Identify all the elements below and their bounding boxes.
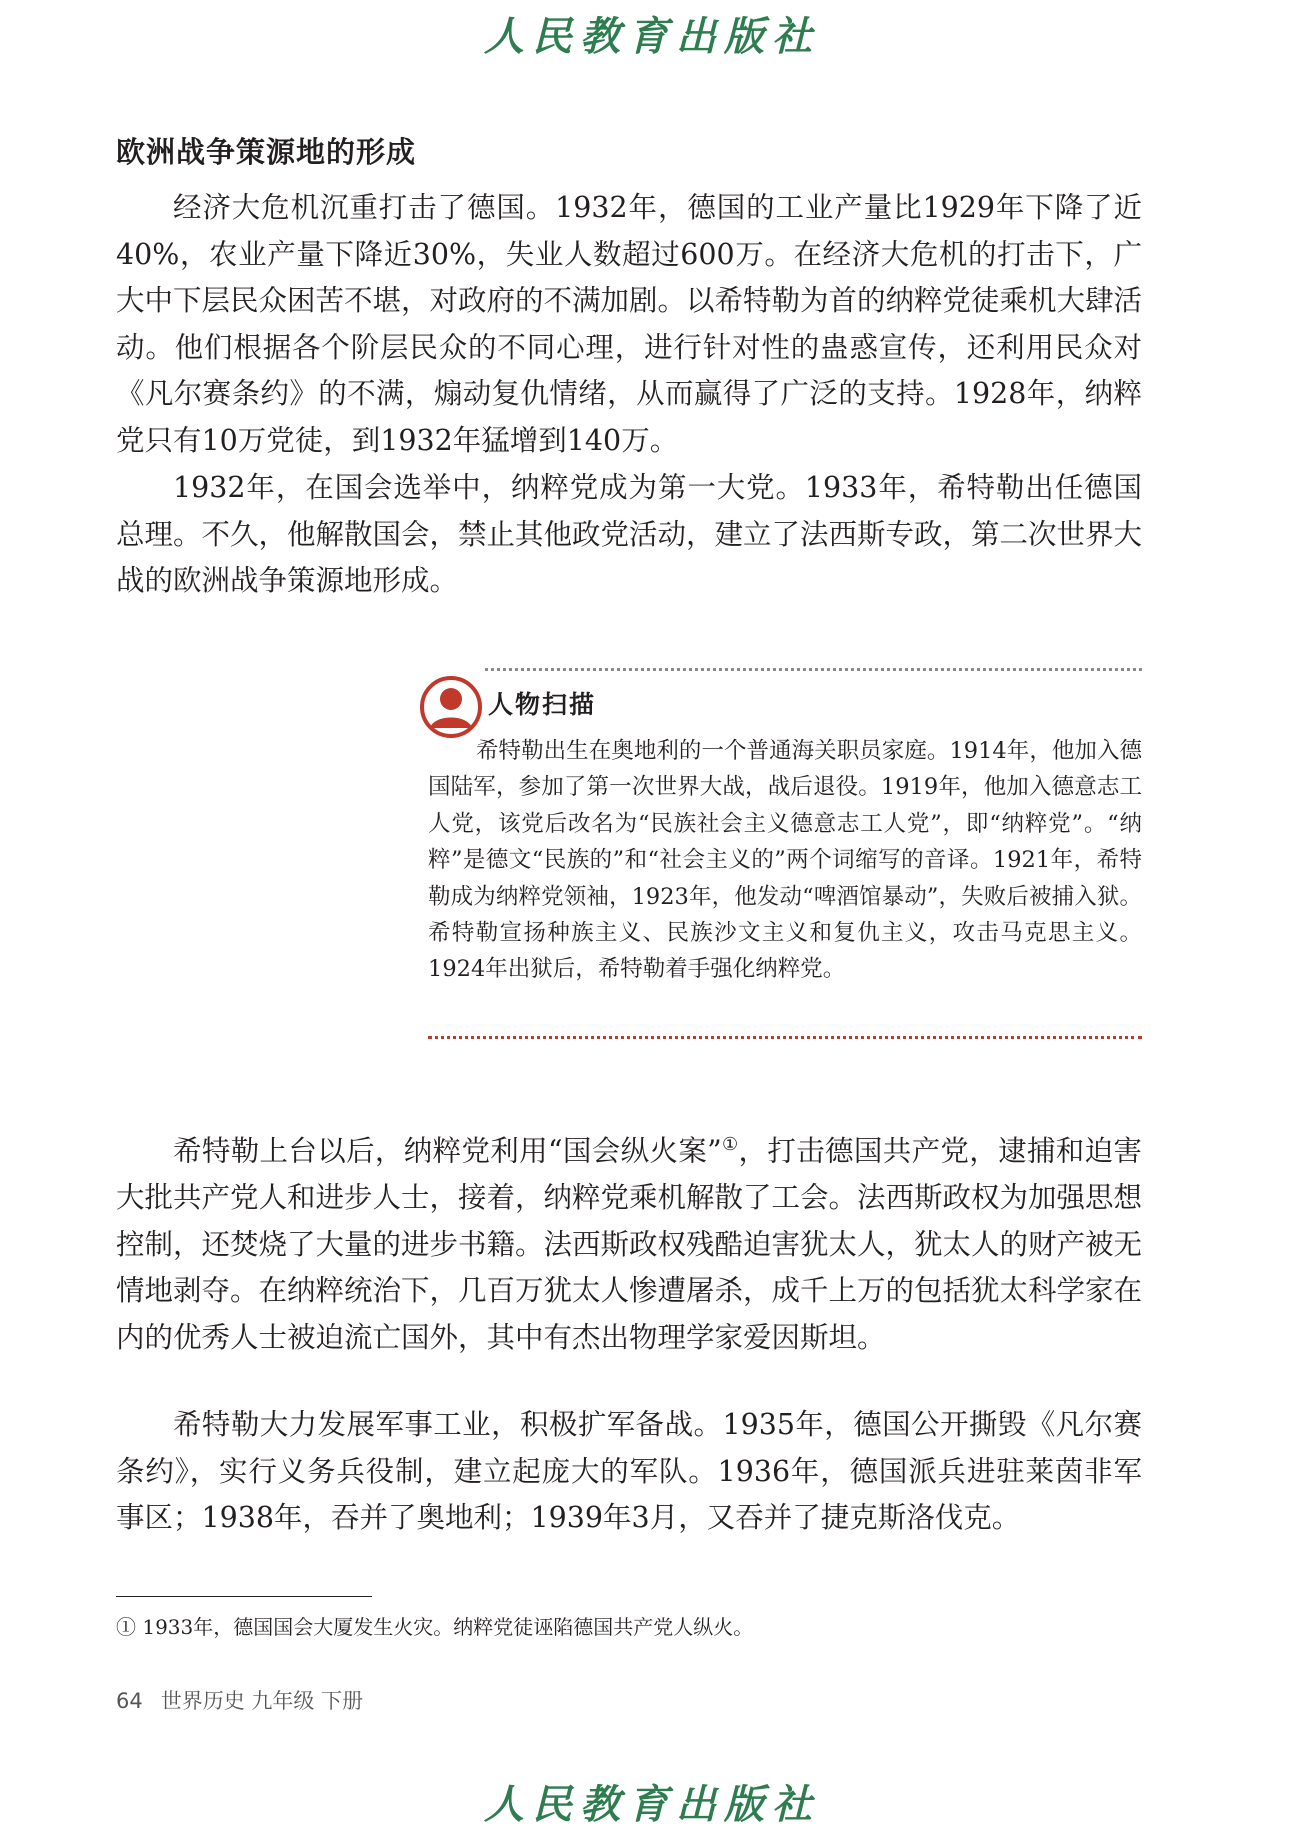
publisher-logo-icon bbox=[472, 6, 832, 66]
body-paragraph-3 bbox=[116, 1122, 1142, 1361]
footnote-rule bbox=[116, 1596, 372, 1597]
book-title: 世界历史 九年级 下册 bbox=[160, 1689, 364, 1713]
person-profile-sidebar bbox=[420, 668, 1142, 1038]
sidebar-top-divider bbox=[485, 668, 1142, 671]
person-icon bbox=[420, 676, 482, 738]
paragraph-3-text-after: ，打击德国共产党，逮捕和迫害大批共产党人和进步人士，接着，纳粹党乘机解散了工会。法西斯政权为加强思想控制，还焚烧了大量的进步书籍。法西斯政权残酷迫害犹太人，犹太人的财产被无情地剥夺。在纳粹统治下，几百万犹太人惨遭屠杀，成千上万的包括犹太科学家在内的优秀人士被迫流亡国外，其中有杰出物理学家爱因斯坦。 bbox=[116, 1134, 1143, 1354]
body-paragraph-4: 希特勒大力发展军事工业，积极扩军备战。1935年，德国公开撕毁《凡尔赛条约》，实行义务兵役制，建立起庞大的军队。1936年，德国派兵进驻莱茵非军事区；1938年，吞并了奥地利；1939年3月，又吞并了捷克斯洛伐克。 bbox=[116, 1408, 1142, 1534]
page-footer bbox=[116, 1686, 363, 1716]
footnote-text: 1933年，德国国会大厦发生火灾。纳粹党徒诬陷德国共产党人纵火。 bbox=[142, 1615, 754, 1639]
body-paragraph-2: 1932年，在国会选举中，纳粹党成为第一大党。1933年，希特勒出任德国总理。不久，他解散国会，禁止其他政党活动，建立了法西斯专政，第二次世界大战的欧洲战争策源地形成。 bbox=[116, 471, 1143, 597]
publisher-watermark-bottom bbox=[0, 1774, 1303, 1834]
page-number: 64 bbox=[116, 1689, 143, 1713]
sidebar-bottom-divider bbox=[428, 1036, 1142, 1039]
footnote-number: ① bbox=[116, 1615, 136, 1639]
svg-text:人民教育出版社: 人民教育出版社 bbox=[483, 1781, 820, 1828]
publisher-logo-icon bbox=[472, 1774, 832, 1834]
paragraph-3-text-before: 希特勒上台以后，纳粹党利用“国会纵火案” bbox=[173, 1134, 722, 1168]
footnote bbox=[116, 1612, 753, 1642]
sidebar-text: 希特勒出生在奥地利的一个普通海关职员家庭。1914年，他加入德国陆军，参加了第一次世界大战，战后退役。1919年，他加入德意志工人党，该党后改名为“民族社会主义德意志工人党”，即“纳粹党”。“纳粹”是德文“民族的”和“社会主义的”两个词缩写的音译。1921年，希特勒成为纳粹党领袖，1923年，他发动“啤酒馆暴动”，失败后被捕入狱。希特勒宣扬种族主义、民族沙文主义和复仇主义，攻击马克思主义。1924年出狱后，希特勒着手强化纳粹党。 bbox=[428, 738, 1142, 983]
svg-text:人民教育出版社: 人民教育出版社 bbox=[483, 13, 820, 60]
footnote-marker[interactable]: ① bbox=[721, 1134, 739, 1155]
sidebar-title: 人物扫描 bbox=[488, 690, 597, 719]
body-paragraph-1: 经济大危机沉重打击了德国。1932年，德国的工业产量比1929年下降了近40%，农业产量下降近30%，失业人数超过600万。在经济大危机的打击下，广大中下层民众困苦不堪，对政府的不满加剧。以希特勒为首的纳粹党徒乘机大肆活动。他们根据各个阶层民众的不同心理，进行针对性的蛊惑宣传，还利用民众对《凡尔赛条约》的不满，煽动复仇情绪，从而赢得了广泛的支持。1928年，纳粹党只有10万党徒，到1932年猛增到140万。 bbox=[116, 191, 1143, 457]
publisher-watermark-top bbox=[0, 6, 1303, 66]
section-heading: 欧洲战争策源地的形成 bbox=[116, 135, 417, 169]
